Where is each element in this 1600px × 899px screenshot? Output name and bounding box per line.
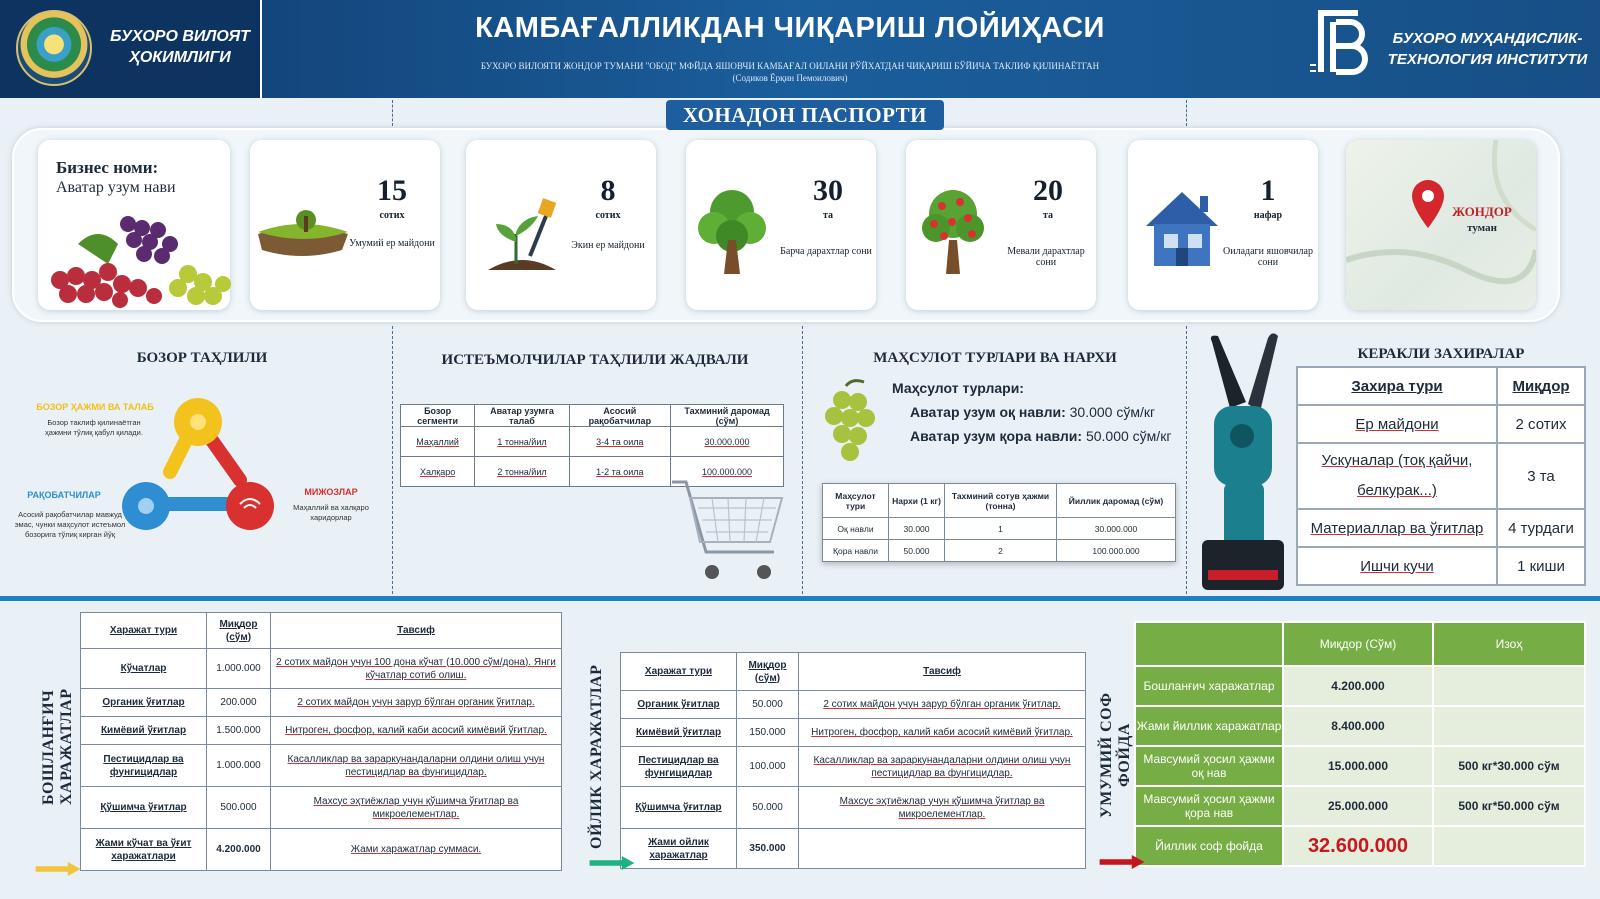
- stat-card-fruit-trees: [906, 140, 1096, 310]
- table-cell: 3-4 та оила: [569, 427, 670, 457]
- table-cell: 50.000: [737, 787, 799, 829]
- competitors-text: Асосий рақобатчилар мавжуд эмас, чунки маҳсулот истеъмол бозорига тўлиқ кирган йўқ: [14, 510, 126, 539]
- product-types-label: Маҳсулот турлари:: [892, 380, 1024, 396]
- table-cell: 2 тонна/йил: [475, 457, 569, 487]
- table-row: [1135, 746, 1585, 786]
- table-cell: 15.000.000: [1283, 746, 1433, 786]
- stat-desc: Экин ер майдони: [571, 240, 645, 251]
- table-cell: 3 та: [1497, 443, 1585, 509]
- table-cell: 100.000.000: [671, 457, 784, 487]
- green-arrow-icon: [580, 856, 644, 870]
- stat-card-all-trees: [686, 140, 876, 310]
- green-grapes-icon: [812, 378, 886, 470]
- column-header: Харажат тури: [81, 613, 207, 649]
- table-row: [81, 717, 562, 745]
- fruit-tree-icon: [916, 184, 990, 276]
- net-profit-label: УМУМИЙ СОФ ФОЙДА: [1098, 692, 1133, 818]
- table-cell: 50.000: [889, 540, 945, 562]
- table-cell: Кимёвий ўғитлар: [81, 717, 207, 745]
- market-cycle-diagram: [110, 392, 280, 542]
- table-row: [1135, 786, 1585, 826]
- stat-desc: Умумий ер майдони: [349, 238, 435, 249]
- stat-card-residents: [1128, 140, 1318, 310]
- table-row: [1135, 666, 1585, 706]
- product-line-white: [910, 404, 1155, 420]
- table-cell: Халқаро: [401, 457, 475, 487]
- net-profit-table: [1134, 621, 1586, 867]
- table-cell: Оқ навли: [823, 518, 889, 540]
- page-title: КАМБАҒАЛЛИКДАН ЧИҚАРИШ ЛОЙИҲАСИ: [475, 12, 1105, 44]
- resources-title: КЕРАКЛИ ЗАХИРАЛАР: [1357, 346, 1525, 362]
- table-cell: 30.000: [889, 518, 945, 540]
- table-cell: Жами харажатлар суммаси.: [271, 829, 562, 871]
- table-header-row: [1135, 622, 1585, 666]
- table-row: [81, 745, 562, 787]
- table-cell: 2 сотих майдон учун зарур бўлган органик ўғитлар.: [271, 689, 562, 717]
- market-volume-label: БОЗОР ҲАЖМИ ВА ТАЛАБ: [36, 402, 154, 412]
- table-cell: 8.400.000: [1283, 706, 1433, 746]
- table-cell: 150.000: [737, 719, 799, 747]
- table-cell: Қўшимча ўғитлар: [621, 787, 737, 829]
- table-header-row: [823, 484, 1176, 518]
- table-row: [621, 719, 1086, 747]
- table-cell: 1.000.000: [207, 649, 271, 689]
- table-cell: 100.000: [737, 747, 799, 787]
- table-row: [621, 787, 1086, 829]
- products-title: МАҲСУЛОТ ТУРЛАРИ ВА НАРХИ: [873, 350, 1117, 366]
- stat-value: 8: [600, 174, 616, 207]
- table-row: [1297, 547, 1585, 585]
- table-cell: 500 кг*50.000 сўм: [1433, 786, 1585, 826]
- table-cell: 100.000.000: [1057, 540, 1176, 562]
- table-cell: 1 тонна/йил: [475, 427, 569, 457]
- stat-unit: та: [822, 210, 834, 221]
- grapes-icon: [38, 204, 242, 310]
- table-cell: 500.000: [207, 787, 271, 829]
- column-header: Тавсиф: [799, 653, 1086, 691]
- table-header-row: [1297, 367, 1585, 405]
- table-cell: 2 сотих майдон учун 100 дона кўчат (10.000 сўм/дона). Янги кўчатлар сотиб олиш.: [271, 649, 562, 689]
- shopping-cart-icon: [668, 474, 788, 594]
- location-map-card: [1346, 140, 1536, 310]
- table-cell: 2 сотих майдон учун зарур бўлган органик ўғитлар.: [799, 691, 1086, 719]
- table-row: [1135, 706, 1585, 746]
- table-cell: Касалликлар ва зараркунандаларни олдини олиш учун пестицидлар ва фунгицидлар.: [271, 745, 562, 787]
- table-row: [823, 518, 1176, 540]
- page-subtitle: [400, 60, 1180, 84]
- monthly-costs-table: [620, 652, 1086, 869]
- product-line-value: 30.000 сўм/кг: [1069, 404, 1156, 420]
- table-cell: 30.000.000: [671, 427, 784, 457]
- stat-card-total-land: [250, 140, 440, 310]
- column-header: Миқдор (Сўм): [1283, 622, 1433, 666]
- house-icon: [1142, 186, 1222, 270]
- column-header: Асосий рақобатчилар: [569, 405, 670, 427]
- table-cell: Мавсумий ҳосил ҳажми оқ нав: [1135, 746, 1283, 786]
- column-header: Тахминий сотув ҳажми (тонна): [945, 484, 1057, 518]
- table-cell: Ускуналар (тоқ қайчи, белкурак...): [1297, 443, 1497, 509]
- table-cell: Нитроген, фосфор, калий каби асосий кимёвий ўғитлар.: [799, 719, 1086, 747]
- table-cell: Маҳаллий: [401, 427, 475, 457]
- divider-line: [1186, 100, 1187, 126]
- table-cell: 500 кг*30.000 сўм: [1433, 746, 1585, 786]
- table-cell: Пестицидлар ва фунгицидлар: [81, 745, 207, 787]
- divider-line: [802, 326, 803, 594]
- table-cell: [1433, 706, 1585, 746]
- table-header-row: [621, 653, 1086, 691]
- table-cell: 2: [945, 540, 1057, 562]
- table-cell: Кимёвий ўғитлар: [621, 719, 737, 747]
- table-cell: 2 сотих: [1497, 405, 1585, 443]
- stat-value: 20: [1033, 174, 1063, 207]
- header-left-title: БУХОРО ВИЛОЯТ ҲОКИМЛИГИ: [110, 28, 250, 66]
- column-header: [1135, 622, 1283, 666]
- institute-logo-icon: [1310, 6, 1372, 82]
- header: [0, 0, 1600, 98]
- table-cell: Нитроген, фосфор, калий каби асосий кимёвий ўғитлар.: [271, 717, 562, 745]
- table-header-row: [81, 613, 562, 649]
- yellow-arrow-icon: [26, 862, 90, 876]
- tree-icon: [692, 184, 772, 276]
- table-cell: 1-2 та оила: [569, 457, 670, 487]
- consumers-title: ИСТЕЪМОЛЧИЛАР ТАҲЛИЛИ ЖАДВАЛИ: [441, 352, 749, 368]
- section-divider: [0, 596, 1600, 601]
- table-cell: Жами йиллик харажатлар: [1135, 706, 1283, 746]
- column-header: Аватар узумга талаб: [475, 405, 569, 427]
- land-plot-icon: [254, 200, 350, 266]
- stat-value: 1: [1260, 174, 1276, 207]
- table-cell: Кўчатлар: [81, 649, 207, 689]
- monthly-costs-label: ОЙЛИК ХАРАЖАТЛАР: [588, 664, 605, 850]
- table-cell: Органик ўғитлар: [81, 689, 207, 717]
- table-cell: Органик ўғитлар: [621, 691, 737, 719]
- column-header: Тахминий даромад (сўм): [671, 405, 784, 427]
- table-cell: Касалликлар ва зараркунандаларни олдини олиш учун пестицидлар ва фунгицидлар.: [799, 747, 1086, 787]
- stat-desc: Барча дарахтлар сони: [780, 246, 872, 257]
- product-line-black: [910, 428, 1171, 444]
- table-header-row: [401, 405, 784, 427]
- table-cell: Махсус эҳтиёжлар учун қўшимча ўғитлар ва микроелементлар.: [271, 787, 562, 829]
- column-header: Миқдор: [1497, 367, 1585, 405]
- table-row: [621, 747, 1086, 787]
- product-line-label: Аватар узум оқ навли:: [910, 404, 1066, 420]
- table-cell: 350.000: [737, 829, 799, 869]
- column-header: Миқдор (сўм): [737, 653, 799, 691]
- table-cell: Қора навли: [823, 540, 889, 562]
- product-line-label: Аватар узум қора навли:: [910, 428, 1083, 444]
- stat-unit: сотих: [595, 210, 621, 221]
- table-row: [621, 691, 1086, 719]
- business-name: Аватар узум нави: [56, 179, 176, 196]
- table-row: [81, 689, 562, 717]
- customers-label: МИЖОЗЛАР: [304, 487, 358, 497]
- table-cell: 4.200.000: [207, 829, 271, 871]
- table-row: [81, 649, 562, 689]
- stat-desc: Мевали дарахтлар сони: [1007, 246, 1085, 268]
- table-cell: Мавсумий ҳосил ҳажми қора нав: [1135, 786, 1283, 826]
- products-table: [822, 483, 1176, 562]
- table-row: [401, 427, 784, 457]
- table-row: [621, 829, 1086, 869]
- column-header: Изоҳ: [1433, 622, 1585, 666]
- table-row: [81, 787, 562, 829]
- customers-text: Маҳаллий ва халқаро харидорлар: [293, 503, 369, 522]
- header-right-title: БУХОРО МУҲАНДИСЛИК-ТЕХНОЛОГИЯ ИНСТИТУТИ: [1387, 30, 1588, 68]
- table-cell: Материаллар ва ўғитлар: [1297, 509, 1497, 547]
- column-header: Захира тури: [1297, 367, 1497, 405]
- table-row: [1297, 405, 1585, 443]
- map-sub: туман: [1467, 222, 1497, 234]
- table-cell: Махсус эҳтиёжлар учун қўшимча ўғитлар ва микроелементлар.: [799, 787, 1086, 829]
- column-header: Бозор сегменти: [401, 405, 475, 427]
- table-cell: 1 киши: [1497, 547, 1585, 585]
- initial-costs-table: [80, 612, 562, 871]
- table-cell: Бошланғич харажатлар: [1135, 666, 1283, 706]
- net-profit-value: 32.600.000: [1283, 826, 1433, 866]
- table-cell: 4.200.000: [1283, 666, 1433, 706]
- map-place: ЖОНДОР: [1452, 204, 1512, 219]
- resources-table: [1296, 366, 1586, 586]
- table-row: [1297, 443, 1585, 509]
- table-cell: Жами ойлик харажатлар: [621, 829, 737, 869]
- table-cell: 30.000.000: [1057, 518, 1176, 540]
- market-title: БОЗОР ТАҲЛИЛИ: [136, 350, 268, 366]
- business-label: Бизнес номи:: [56, 158, 159, 177]
- table-cell: 25.000.000: [1283, 786, 1433, 826]
- divider-line: [392, 326, 393, 594]
- column-header: Тавсиф: [271, 613, 562, 649]
- table-cell: Қўшимча ўғитлар: [81, 787, 207, 829]
- state-emblem-icon: [16, 10, 92, 86]
- column-header: Йиллик даромад (сўм): [1057, 484, 1176, 518]
- stat-card-crop-land: [466, 140, 656, 310]
- table-row: [1297, 509, 1585, 547]
- table-row: [823, 540, 1176, 562]
- stat-unit: сотих: [379, 210, 405, 221]
- product-line-value: 50.000 сўм/кг: [1085, 428, 1172, 444]
- pruning-shears-icon: [1190, 332, 1294, 594]
- table-cell: 50.000: [737, 691, 799, 719]
- table-cell: 200.000: [207, 689, 271, 717]
- table-row: [81, 829, 562, 871]
- stat-unit: нафар: [1253, 210, 1283, 221]
- table-cell: 1.000.000: [207, 745, 271, 787]
- table-cell: [799, 829, 1086, 869]
- initial-costs-label: БОШЛАНҒИЧ ХАРАЖАТЛАР: [40, 688, 75, 806]
- table-cell: [1433, 666, 1585, 706]
- table-cell: Ишчи кучи: [1297, 547, 1497, 585]
- table-cell: Жами кўчат ва ўғит харажатлари: [81, 829, 207, 871]
- red-arrow-icon: [1090, 855, 1154, 869]
- plant-shovel-icon: [482, 194, 562, 274]
- table-cell: 4 турдаги: [1497, 509, 1585, 547]
- table-cell: Ер майдони: [1297, 405, 1497, 443]
- page-subtitle-line1: БУХОРО ВИЛОЯТИ ЖОНДОР ТУМАНИ "ОБОД" МФЙДА ЯШОВЧИ КАМБАҒАЛ ОИЛАНИ РЎЙХАТДАН ЧИҚАРИШ БЎЙИЧА ТАКЛИФ ҚИЛИНАЁТГАН: [480, 61, 1100, 71]
- divider-line: [1186, 326, 1187, 594]
- table-row: [1135, 826, 1585, 866]
- column-header: Маҳсулот тури: [823, 484, 889, 518]
- location-pin-icon: [1410, 178, 1446, 230]
- table-cell: 1.500.000: [207, 717, 271, 745]
- table-cell: 1: [945, 518, 1057, 540]
- column-header: Нархи (1 кг): [889, 484, 945, 518]
- stat-value: 30: [813, 174, 843, 207]
- page-subtitle-line2: (Содиков Ёрқин Пемоилович): [732, 73, 848, 83]
- business-card: [38, 140, 230, 310]
- table-cell: [1433, 826, 1585, 866]
- header-left-panel: [0, 0, 262, 98]
- stat-value: 15: [377, 174, 407, 207]
- stat-desc: Оиладаги яшовчилар сони: [1223, 246, 1313, 268]
- table-cell: Пестицидлар ва фунгицидлар: [621, 747, 737, 787]
- table-cell: Йиллик соф фойда: [1135, 826, 1283, 866]
- competitors-label: РАҚОБАТЧИЛАР: [27, 490, 101, 500]
- divider-line: [392, 100, 393, 126]
- column-header: Харажат тури: [621, 653, 737, 691]
- market-volume-text: Бозор таклиф қилинаётган ҳажмни тўлиқ қабул қилади.: [45, 418, 143, 437]
- stat-unit: та: [1042, 210, 1054, 221]
- passport-title: ХОНАДОН ПАСПОРТИ: [666, 100, 944, 130]
- column-header: Миқдор (сўм): [207, 613, 271, 649]
